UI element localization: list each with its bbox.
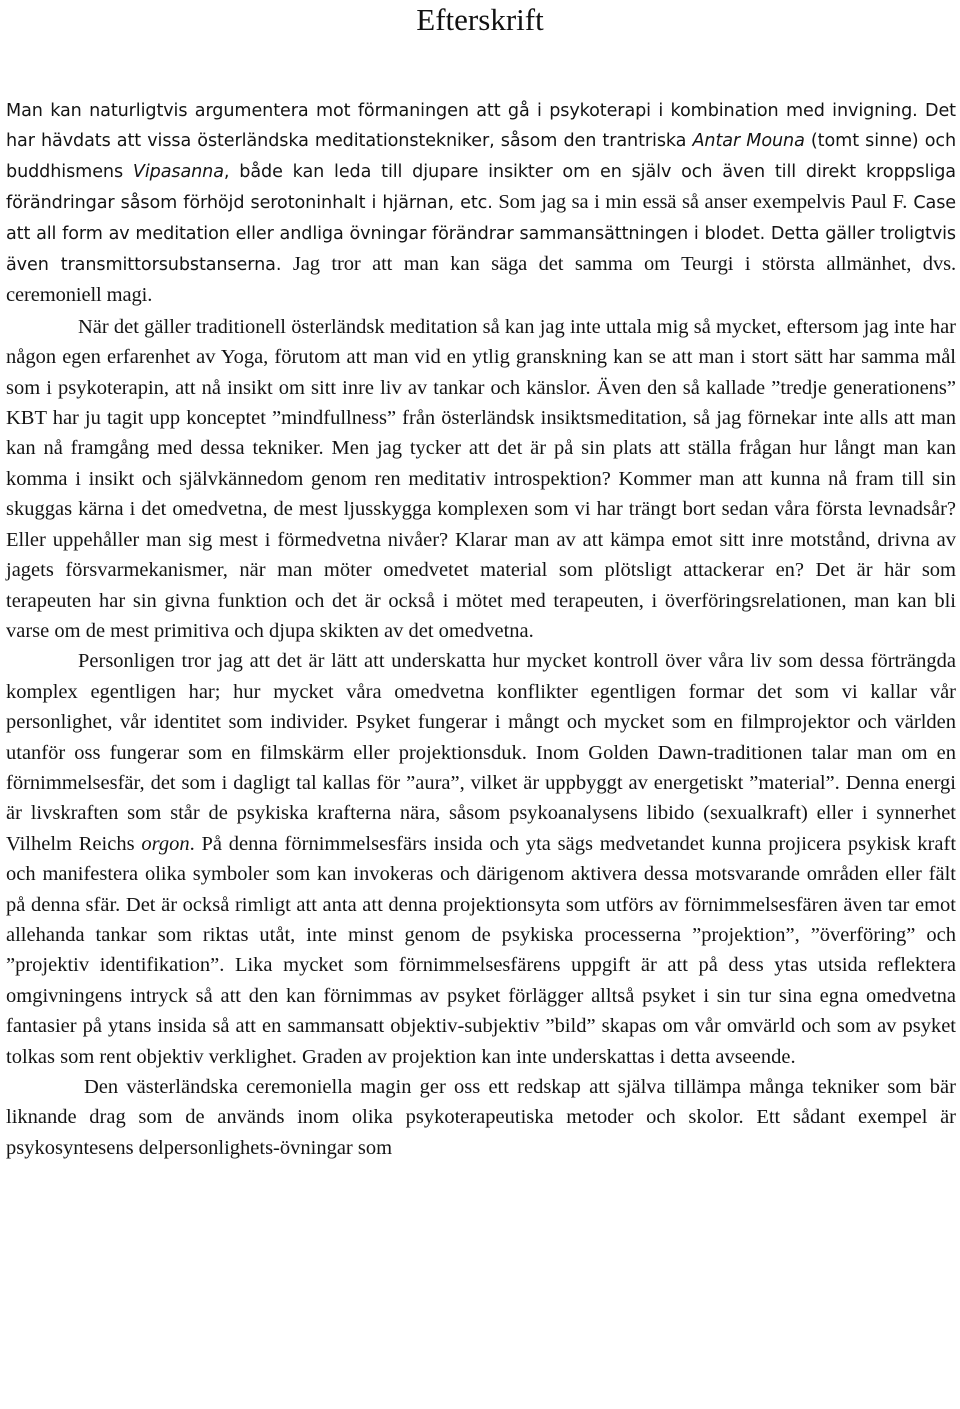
paragraph-1-text-g: Case att all form av meditation eller andliga övningar förändrar sammansättningen i blodet. Detta gäller troligtvis även transmittorsubstanserna. <box>6 193 956 276</box>
page-title: Efterskrift <box>416 2 544 37</box>
paragraph-1-text-e: , både kan leda till djupare insikter om en själv och även till direkt kroppsliga förändringar såsom förhöjd serotoninhalt i hjärnan, etc. <box>6 161 956 214</box>
paragraph-1-text-h: Jag tror att man kan säga det samma om Teurgi i största allmänhet, dvs. ceremoniell magi. <box>6 253 956 307</box>
paragraph-3 <box>6 646 956 1072</box>
term-orgon: orgon <box>141 832 190 855</box>
paragraph-1-text-a: Man kan naturligtvis argumentera mot förmaningen att gå i psykoterapi i kombination med invigning. Det har hävdats att vissa österländska meditationstekniker, såsom den trantriska <box>6 101 956 152</box>
paragraph-4: Den västerländska ceremoniella magin ger oss ett redskap att själva tillämpa många tekniker som bär liknande drag som de används inom olika psykoterapeutiska metoder och skolor. Ett sådant exempel är psykosyntesens delpersonlighets-övningar som <box>6 1076 956 1159</box>
paragraph-1-text-f: Som jag sa i min essä så anser exempelvis Paul F. <box>492 191 908 214</box>
paragraph-2: När det gäller traditionell österländsk meditation så kan jag inte uttala mig så mycket, eftersom jag inte har någon egen erfarenhet av Yoga, förutom att man vid en ytlig granskning kan se att man i stort sätt har samma mål som i psykoterapin, att nå insikt om sitt inre liv av tankar och känslor. Även den så kallade ”tredje generationens” KBT har ju tagit upp konceptet ”mindfullness” från österländsk insiktsmeditation, så jag förnekar inte alls att man kan nå framgång med dessa tekniker. Men jag tycker att det är på sin plats att ställa frågan hur långt man kan komma i insikt och självkännedom genom ren meditativ introspektion? Kommer man att kunna nå fram till sin skuggas kärna i det omedvetna, de mest ljusskygga komplexen som vi har trängt bort sedan våra första levnadsår? Eller uppehåller man sig mest i förmedvetna nivåer? Klarar man av att kämpa emot sitt inre motstånd, drivna av jagets försvarmekanismer, när man möter omedvetet material som plötsligt attackerar en? Det är här som terapeuten har sin givna funktion och det är också i mötet med terapeuten, i överföringsrelationen, man kan bli varse om de mest primitiva och djupa skikten av det omedvetna. <box>6 315 956 642</box>
paragraph-3-text-c: . På denna förnimmelsesfärs insida och yta sägs medvetandet kunna projicera psykisk kraft och manifestera olika symboler som kan invokeras och därigenom aktivera dessa motsvarande områden eller fält på denna sfär. Det är också rimligt att anta att denna projektionsyta som utförs av förnimmelsesfären även tar emot allehanda tankar som riktas utåt, inte minst genom de psykiska processerna ”projektion”, ”överföring” och ”projektiv identifikation”. Lika mycket som förnimmelsesfärens uppgift är att på dess ytas utsida reflektera omgivningens intryck så att den kan förnimmas av psyket förlägger alltså psyket i sin tur sina egna omedvetna fantasier på ytans insida så att en sammansatt objektiv-subjektiv ”bild” skapas om vår omvärld och som av psyket tolkas som rent objektiv verklighet. Graden av projektion kan inte underskattas i detta avseende. <box>6 832 957 1068</box>
term-antar-mouna: Antar Mouna <box>692 131 805 152</box>
term-vipasanna: Vipasanna <box>132 161 224 182</box>
paragraph-1-text-c: (tomt sinne) och buddhismens <box>6 131 957 182</box>
document-body <box>6 96 956 1163</box>
paragraph-3-text-a: Personligen tror jag att det är lätt att underskatta hur mycket kontroll över våra liv som dessa förträngda komplex egentligen har; hur mycket våra omedvetna konflikter egentligen formar det som vi kallar vår personlighet, vår identitet som individer. Psyket fungerar i mångt och mycket som en filmprojektor och världen utanför oss fungerar som en filmskärm eller projektionsduk. Inom Golden Dawn-traditionen talar man om en förnimmelsesfär, det som i dagligt tal kallas för ”aura”, vilket är uppbyggt av energetiskt ”material”. Denna energi är livskraften som står de psykiska krafterna nära, såsom psykoanalysens libido (sexualkraft) eller i synnerhet Vilhelm Reichs <box>6 650 956 855</box>
paragraph-1 <box>6 96 956 312</box>
